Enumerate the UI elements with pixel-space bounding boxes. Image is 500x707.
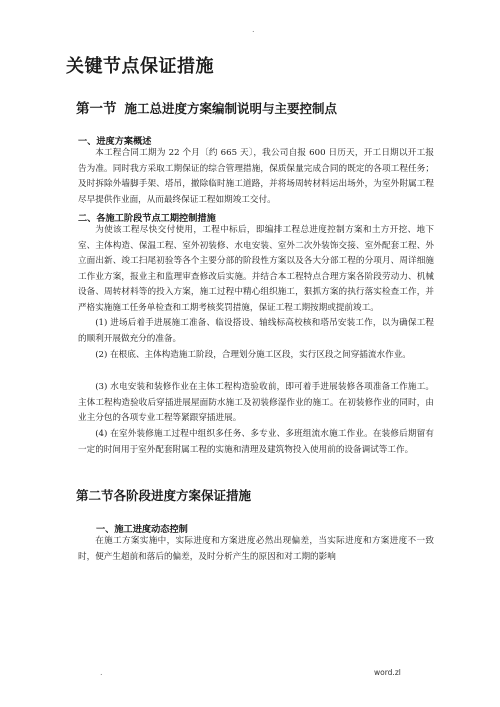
paragraph-dynamic-progress-control: 在施工方案实施中，实际进度和方案进度必然出现偏差，当实际进度和方案进度不一致时，便产生超前和落后的偏差，及时分析产生的原因和对工期的影响 (78, 536, 434, 562)
section-1-number: 第一节 (76, 101, 117, 117)
subheading-dynamic-progress-control: 一、施工进度动态控制 (96, 524, 188, 535)
list-item-measure-1: (1) 进场后着手进展施工准备、临设搭设、轴线标高校核和塔吊安装工作，以为确保工程的顺利开展做充分的准备。 (78, 318, 434, 344)
list-item-measure-4: (4) 在室外装修施工过程中组织多任务、多专业、多班组流水施工作业。在装修后期留有一定的时间用于室外配套附属工程的实施和清理及建筑物投入使用前的设备调试等工作。 (78, 429, 434, 455)
subheading-progress-plan-overview: 一、进度方案概述 (78, 136, 152, 147)
section-1-title: 施工总进度方案编制说明与主要控制点 (124, 101, 338, 116)
list-item-measure-2: (2) 在根底、主体构造施工阶段，合理划分施工区段，实行区段之间穿插流水作业。 (95, 350, 411, 360)
section-2-heading: 第二节各阶段进度方案保证措施 (76, 488, 252, 503)
footer-text: word.zl (374, 668, 401, 677)
section-1-heading (76, 97, 337, 117)
footer-dot: . (100, 668, 103, 677)
subheading-stage-control-measures: 二、各施工阶段节点工期控制措施 (78, 213, 216, 224)
header-dot: . (252, 25, 255, 34)
list-item-measure-3: (3) 水电安装和装修作业在主体工程构造验收前，即可着手进展装修各项准备工作施工。主体工程构造验收后穿插进展屋面防水施工及初装修湿作业的施工。在初装修作业的同时，由业主分包的各项专业工程等紧跟穿插进展。 (78, 382, 434, 424)
paragraph-progress-plan-overview: 本工程合同工期为 22 个月〔约 665 天〕，我公司自报 600 日历天，开工日期以开工报告为准。同时我方采取工期保证的综合管理措施，保质保量完成合同的既定的各项工程任务；及时拆除外墙脚手架、塔吊，撤除临时施工道路，并将场周转材料运出场外，为室外附属工程尽早提供作业面，从而最终保证工程如期竣工交付。 (78, 148, 434, 205)
paragraph-stage-control-intro: 为使该工程尽快交付使用，工程中标后，即编排工程总进度控制方案和土方开挖、地下室、主体构造、保温工程、室外初装修、水电安装、室外二次外装饰交接、室外配套工程、外立面出新、竣工扫尾初验等各个主要分部的阶段性方案以及各大分部工程的分项月、周详细施工作业方案，报业主和监理审查修改后实施。并结合本工程特点合理方案各阶段劳动力、机械设备、周转材料等的投入方案，施工过程中精心组织施工，狠抓方案的执行落实检查工作，并严格实施施工任务单检查和工期考核奖罚措施，保证工程工期按期或提前竣工。 (78, 225, 434, 313)
document-title: 关键节点保证措施 (66, 56, 214, 77)
